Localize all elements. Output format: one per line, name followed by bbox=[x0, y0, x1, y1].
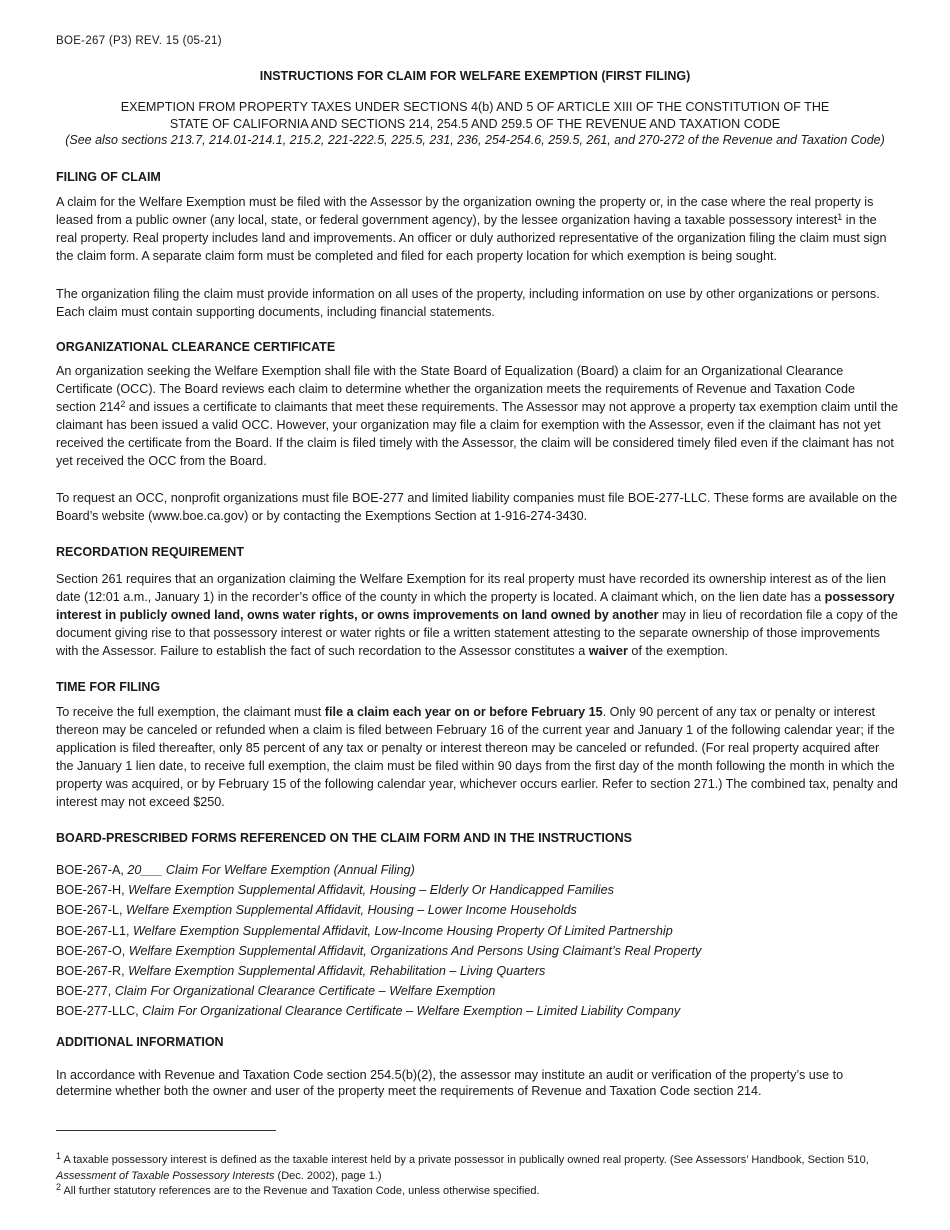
form-name: Welfare Exemption Supplemental Affidavit, Organizations And Persons Using Claimant’s Real Property bbox=[128, 943, 702, 958]
list-item bbox=[56, 982, 701, 1002]
list-item bbox=[56, 1002, 701, 1022]
form-number: BOE-267 (P3) REV. 15 (05-21) bbox=[56, 35, 222, 47]
occ-p1-text-b: and issues a certificate to claimants that meet these requirements. The Assessor may not approve a property tax exemption claim until the claimant has been issued a valid OCC. However, your organization may file a claim for exemption with the Assessor, even if the claimant has not yet received the certificate from the Board. If the claim is filed timely with the Assessor, the claim will be considered timely filed even if the claimant has not yet received the OCC from the Board. bbox=[56, 400, 899, 468]
form-name: Welfare Exemption Supplemental Affidavit, Rehabilitation – Living Quarters bbox=[128, 963, 546, 978]
filing-p1-text-a: A claim for the Welfare Exemption must be filed with the Assessor by the organization owning the property or, in the case where the real property is leased from a public owner (any local, state, or federal government agency), by the lessee organization having a taxable possessory interest bbox=[56, 195, 874, 227]
section-heading-occ: ORGANIZATIONAL CLEARANCE CERTIFICATE bbox=[56, 340, 336, 354]
form-code: BOE-267-L, bbox=[56, 903, 126, 918]
form-name: Claim For Organizational Clearance Certificate – Welfare Exemption bbox=[114, 984, 496, 999]
footnote-1-text-b: (Dec. 2002), page 1.) bbox=[274, 1169, 382, 1182]
list-item bbox=[56, 901, 701, 921]
occ-p1-text-a: An organization seeking the Welfare Exemption shall file with the State Board of Equalization (Board) a claim for an Organizational Clearance Certificate (OCC). The Board reviews each claim to determine whether the organization meets the requirements of Revenue and Taxation Code section 214 bbox=[56, 364, 855, 414]
filing-p1-text-b: in the real property. Real property includes land and improvements. An officer or duly authorized representative of the organization filing the claim must sign the claim form. A separate claim form must be completed and filed for each property location for which exemption is being sought. bbox=[56, 213, 887, 263]
form-name: Welfare Exemption Supplemental Affidavit, Housing – Elderly Or Handicapped Families bbox=[128, 883, 614, 898]
footnote-1-italic: Assessment of Taxable Possessory Interests bbox=[56, 1169, 275, 1182]
footnote-2-mark: 2 bbox=[56, 1182, 62, 1192]
form-code: BOE-267-L1, bbox=[56, 923, 134, 938]
footnote-1-text-a: A taxable possessory interest is defined as the taxable interest held by a private possessor in publically owned real property. (See Assessors’ Handbook, Section 510, bbox=[61, 1154, 869, 1166]
list-item bbox=[56, 962, 701, 982]
occ-paragraph-1 bbox=[56, 362, 898, 470]
form-code: BOE-277-LLC, bbox=[56, 1004, 143, 1019]
recordation-text-a: Section 261 requires that an organization claiming the Welfare Exemption for its real property must have recorded its ownership interest as of the lien date (12:01 a.m., January 1) in the recorder’s office of the county in which the property is located. A claimant which, on the lien date has a bbox=[56, 572, 886, 604]
forms-list bbox=[56, 861, 701, 1023]
section-heading-forms: BOARD-PRESCRIBED FORMS REFERENCED ON THE CLAIM FORM AND IN THE INSTRUCTIONS bbox=[56, 831, 632, 845]
recordation-text-b: may in lieu of recordation file a copy of the document giving rise to that possessory interest or water rights or file a written statement attesting to the separate ownership of those improvements with the Assessor. Failure to establish the fact of such recordation to the Assessor constitutes a bbox=[56, 608, 898, 658]
footnote-2 bbox=[56, 1184, 898, 1200]
list-item bbox=[56, 881, 701, 901]
footnote-1 bbox=[56, 1153, 898, 1184]
form-name: Claim For Organizational Clearance Certificate – Welfare Exemption – Limited Liability Company bbox=[142, 1004, 681, 1019]
footnote-ref-1: 1 bbox=[837, 212, 843, 222]
form-code: BOE-267-R, bbox=[56, 963, 129, 978]
footnote-1-mark: 1 bbox=[56, 1151, 62, 1161]
see-also-note: (See also sections 213.7, 214.01-214.1, 215.2, 221-222.5, 225.5, 231, 236, 254-254.6, 259.5, 261, and 270-272 of the Revenue and Taxation Code) bbox=[65, 133, 885, 147]
filing-paragraph-2: The organization filing the claim must provide information on all uses of the property, including information on use by other organizations or persons. Each claim must contain supporting documents, including financial statements. bbox=[56, 287, 880, 319]
form-code: BOE-267-H, bbox=[56, 883, 129, 898]
section-heading-additional: ADDITIONAL INFORMATION bbox=[56, 1035, 224, 1049]
recordation-text-c: of the exemption. bbox=[627, 644, 729, 658]
additional-paragraph: In accordance with Revenue and Taxation Code section 254.5(b)(2), the assessor may institute an audit or verification of the property’s use to determine whether both the owner and user of the property meet the requirements of Revenue and Taxation Code section 214. bbox=[56, 1068, 844, 1098]
form-name: 20___ Claim For Welfare Exemption (Annual Filing) bbox=[127, 863, 415, 877]
footnote-2-text: All further statutory references are to the Revenue and Taxation Code, unless otherwise specified. bbox=[61, 1185, 540, 1197]
section-heading-time: TIME FOR FILING bbox=[56, 680, 161, 694]
time-bold-text: file a claim each year on or before February 15 bbox=[324, 705, 603, 719]
recordation-paragraph bbox=[56, 570, 898, 660]
form-code: BOE-267-O, bbox=[56, 943, 129, 958]
document-subtitle bbox=[56, 99, 894, 132]
time-text-a: To receive the full exemption, the claimant must bbox=[56, 705, 325, 719]
recordation-waiver-text: waiver bbox=[588, 644, 628, 658]
list-item bbox=[56, 861, 701, 881]
time-text-b: . Only 90 percent of any tax or penalty or interest thereon may be canceled or refunded when a claim is filed between February 16 of the current year and January 1 of the following calendar year; if the application is filed thereafter, only 85 percent of any tax or penalty or interest thereon may be canceled or refunded. (For real property acquired after the January 1 lien date, to receive full exemption, the claim must be filed within 90 days from the first day of the month following the month in which the property was acquired, or by February 15 of the following calendar year, whichever occurs earlier. Refer to section 271.) The combined tax, penalty and interest may not exceed $250. bbox=[56, 705, 898, 809]
section-heading-recordation: RECORDATION REQUIREMENT bbox=[56, 545, 244, 559]
filing-paragraph-1 bbox=[56, 193, 898, 265]
form-name: Welfare Exemption Supplemental Affidavit, Housing – Lower Income Households bbox=[126, 903, 577, 918]
section-heading-filing: FILING OF CLAIM bbox=[56, 170, 161, 184]
list-item bbox=[56, 942, 701, 962]
form-code: BOE-267-A, bbox=[56, 863, 128, 877]
document-title: INSTRUCTIONS FOR CLAIM FOR WELFARE EXEMPTION (FIRST FILING) bbox=[259, 69, 691, 83]
footnote-divider bbox=[56, 1130, 276, 1131]
form-code: BOE-277, bbox=[56, 984, 115, 999]
recordation-bold-text: possessory interest in publicly owned land, owns water rights, or owns improvements on land owned by another bbox=[56, 590, 895, 622]
subtitle-line-2: STATE OF CALIFORNIA AND SECTIONS 214, 254.5 AND 259.5 OF THE REVENUE AND TAXATION CODE bbox=[169, 116, 781, 131]
occ-paragraph-2: To request an OCC, nonprofit organizations must file BOE-277 and limited liability companies must file BOE-277-LLC. These forms are available on the Board’s website (www.boe.ca.gov) or by contacting the Exemptions Section at 1-916-274-3430. bbox=[56, 491, 898, 523]
footnote-ref-2: 2 bbox=[120, 399, 126, 409]
form-name: Welfare Exemption Supplemental Affidavit, Low-Income Housing Property Of Limited Partnership bbox=[133, 923, 673, 938]
subtitle-line-1: EXEMPTION FROM PROPERTY TAXES UNDER SECTIONS 4(b) AND 5 OF ARTICLE XIII OF THE CONSTITUTION OF THE bbox=[120, 100, 830, 114]
time-paragraph bbox=[56, 703, 898, 811]
list-item bbox=[56, 922, 701, 942]
